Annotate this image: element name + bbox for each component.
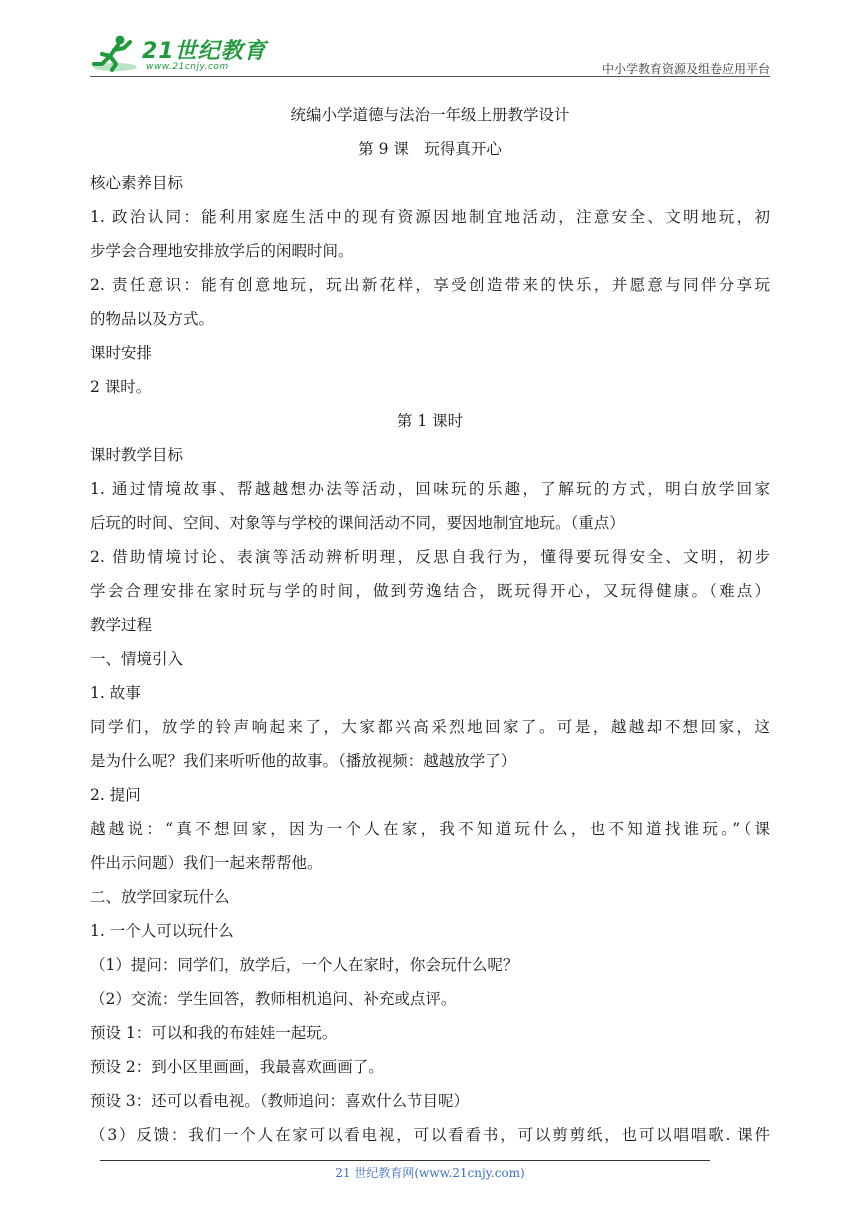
text-line: 步学会合理地安排放学后的闲暇时间。 (90, 242, 354, 260)
logo-text: 21世纪教育 (142, 39, 267, 64)
text-line: （3）反馈：我们一个人在家可以看电视，可以看看书，可以剪剪纸，也可以唱唱歌. 课件 (90, 1126, 770, 1144)
platform-tagline: 中小学教育资源及组卷应用平台 (601, 62, 770, 76)
text-line: 第 1 课时 (396, 412, 464, 430)
text-line: 教学过程 (90, 616, 153, 634)
text-line: 统编小学道德与法治一年级上册教学设计 (290, 106, 570, 124)
footer-link[interactable]: 21 世纪教育网(www.21cnjy.com) (335, 1166, 525, 1180)
text-line: 预设 3：还可以看电视。（教师追问：喜欢什么节目呢） (90, 1092, 470, 1110)
footer-divider (100, 1160, 710, 1161)
document-body (90, 98, 770, 1152)
text-line: 二、放学回家玩什么 (90, 888, 230, 906)
text-line: 的物品以及方式。 (90, 310, 215, 328)
runner-icon (90, 34, 140, 74)
text-line: 后玩的时间、空间、对象等与学校的课间活动不同，要因地制宜地玩。（重点） (90, 514, 625, 532)
text-line: 第 9 课 玩得真开心 (358, 140, 502, 158)
text-line: 2. 借助情境讨论、表演等活动辨析明理，反思自我行为，懂得要玩得安全、文明，初步 (90, 548, 770, 566)
text-line: 核心素养目标 (90, 174, 184, 192)
text-line: 课时教学目标 (90, 446, 184, 464)
text-line: 课时安排 (90, 344, 153, 362)
text-line: 学会合理安排在家时玩与学的时间，做到劳逸结合，既玩得开心，又玩得健康。（难点） (90, 582, 770, 600)
text-line: 同学们，放学的铃声响起来了，大家都兴高采烈地回家了。可是，越越却不想回家，这 (90, 718, 770, 736)
text-line: 预设 2：到小区里画画，我最喜欢画画了。 (90, 1058, 384, 1076)
text-line: 一、情境引入 (90, 650, 184, 668)
text-line: （2）交流：学生回答，教师相机追问、补充或点评。 (90, 990, 457, 1008)
text-line: （1）提问：同学们，放学后，一个人在家时，你会玩什么呢？ (90, 956, 519, 974)
page-header (90, 28, 770, 80)
text-line: 2. 提问 (90, 786, 141, 804)
text-line: 1. 故事 (90, 684, 141, 702)
text-line: 件出示问题）我们一起来帮帮他。 (90, 854, 323, 872)
header-divider (90, 76, 770, 77)
logo-url: www.21cnjy.com (146, 62, 229, 72)
text-line: 1. 一个人可以玩什么 (90, 922, 234, 940)
text-line: 预设 1：可以和我的布娃娃一起玩。 (90, 1024, 338, 1042)
text-line: 越越说：“真不想回家，因为一个人在家，我不知道玩什么，也不知道找谁玩。”（课 (90, 820, 770, 838)
text-line: 1. 通过情境故事、帮越越想办法等活动，回味玩的乐趣，了解玩的方式，明白放学回家 (90, 480, 770, 498)
logo[interactable] (90, 28, 290, 78)
text-line: 是为什么呢？我们来听听他的故事。（播放视频：越越放学了） (90, 752, 517, 770)
text-line: 2 课时。 (90, 378, 152, 396)
text-line: 2. 责任意识：能有创意地玩，玩出新花样，享受创造带来的快乐，并愿意与同伴分享玩 (90, 276, 770, 294)
text-line: 1. 政治认同：能利用家庭生活中的现有资源因地制宜地活动，注意安全、文明地玩，初 (90, 208, 770, 226)
